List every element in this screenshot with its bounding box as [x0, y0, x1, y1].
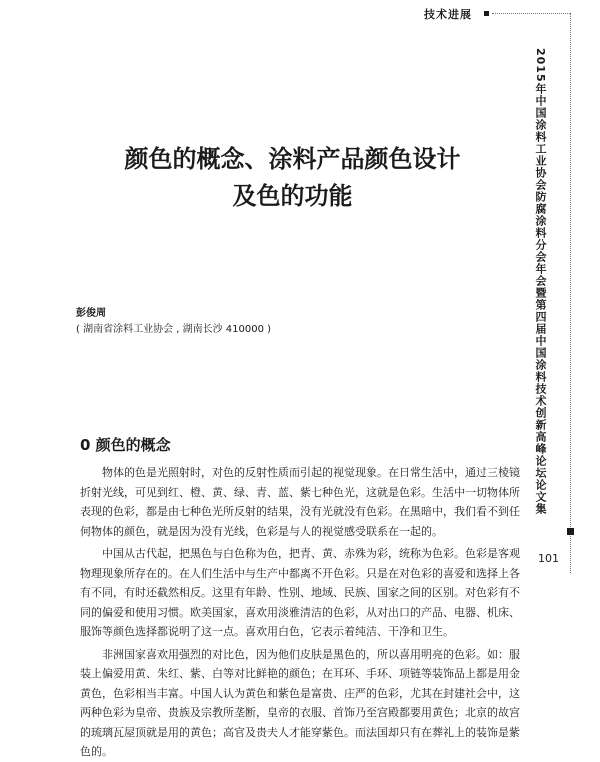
margin-square-marker — [567, 528, 574, 535]
paragraph: 中国从古代起，把黑色与白色称为色，把青、黄、赤殊为彩，统称为色彩。色彩是客观物理现象所存在的。在人们生活中与生产中都离不开色彩。只是在对色彩的喜爱和选择上各有不同，有时还截然相反。这里有年龄、性别、地域、民族、国家之间的区别。对色彩有不同的偏爱和使用习惯。欧美国家，喜欢用淡雅清洁的色彩，从对出口的产品、电器、机床、服饰等颜色选择都说明了这一点。喜欢用白色，它表示着纯洁、干净和卫生。 — [80, 547, 520, 638]
page-number: 101 — [538, 552, 559, 565]
header-dotted-rule — [492, 13, 570, 14]
author-affiliation: ( 湖南省涂料工业协会 , 湖南长沙 410000 ) — [76, 324, 272, 335]
title-line-2: 及色的功能 — [232, 181, 353, 210]
paragraph: 物体的色是光照射时，对色的反射性质而引起的视觉现象。在日常生活中，通过三棱镜折射光线，可见到红、橙、黄、绿、青、蓝、紫七种色光，这就是色彩。生活中一切物体所表现的色彩，都是由七种色光所反射的结果，没有光就没有色彩。在黑暗中，我们看不到任何物体的颜色，就是因为没有光线，色彩是与人的视觉感受联系在一起的。 — [80, 466, 520, 538]
section-heading: 0 颜色的概念 — [80, 436, 171, 454]
body-text — [80, 463, 520, 762]
margin-dotted-rule — [570, 13, 571, 573]
paragraph: 非洲国家喜欢用强烈的对比色，因为他们皮肤是黑色的，所以喜用明亮的色彩。如：服装上偏爱用黄、朱红、紫、白等对比鲜艳的颜色；在耳环、手环、项链等装饰品上都是用金黄色，色彩相当丰富。中国人认为黄色和紫色是富贵、庄严的色彩，尤其在封建社会中，这两种色彩为皇帝、贵族及宗教所垄断，皇帝的衣服、首饰乃至宫殿都要用黄色；北京的故宫的琉璃瓦屋顶就是用的黄色；高官及贵夫人才能穿紫色。而法国却只有在葬礼上的装饰是紫色的。 — [80, 647, 520, 758]
article-title — [95, 140, 490, 214]
author-name: 彭俊周 — [76, 308, 106, 319]
section-header: 技术进展 — [424, 8, 472, 21]
title-line-1: 颜色的概念、涂料产品颜色设计 — [124, 144, 461, 173]
proceedings-caption: 2015年中国涂料工业协会防腐涂料分会年会暨第四届中国涂料技术创新高峰论坛论文集 — [534, 48, 547, 515]
header-square-marker — [484, 11, 489, 16]
